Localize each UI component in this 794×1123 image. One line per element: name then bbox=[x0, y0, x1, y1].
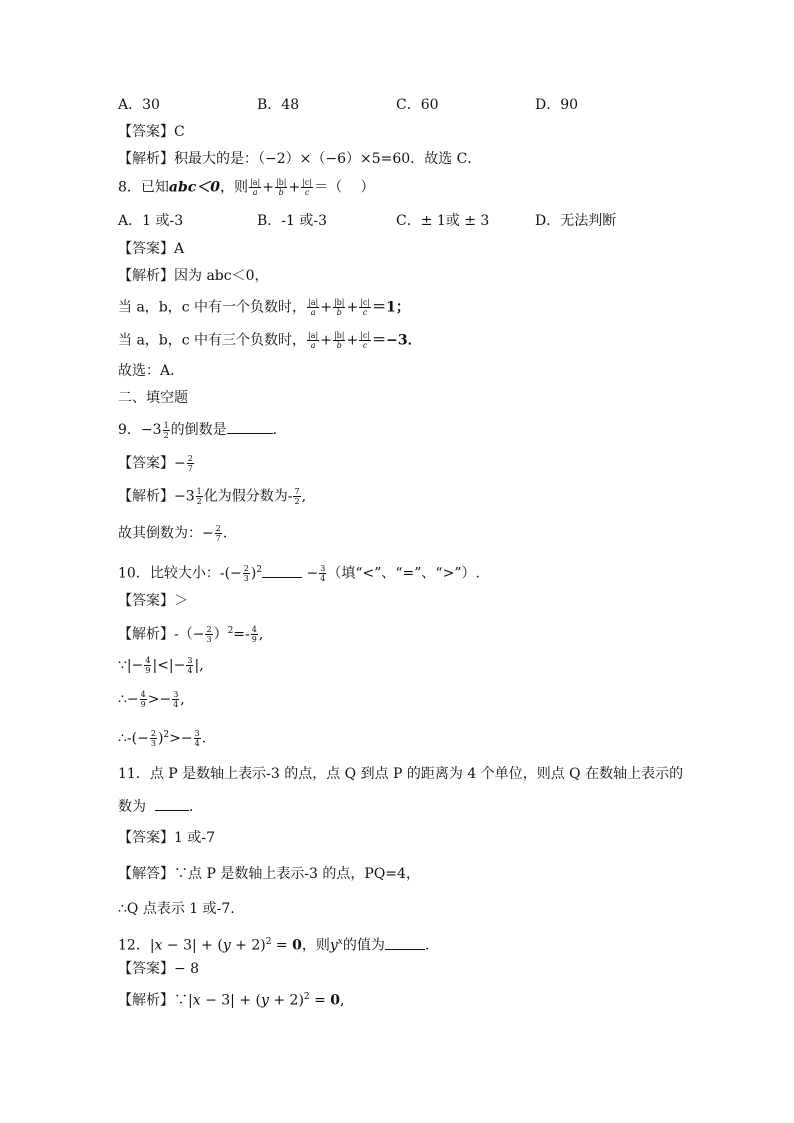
stem-text: 比较大小：- bbox=[149, 565, 225, 582]
q10-analysis-l4: ∴-(− $\frac{2}{3}$ )$^2$>− $\frac{3}{4}$ . bbox=[118, 729, 207, 749]
q8-stem: 8．已知abc＜0，则 $\frac{|a|}{a}$ + $\frac{|b|}{b}$ + $\frac{|c|}{c}$ ＝（ ） bbox=[118, 178, 375, 197]
answer-value: − 8 bbox=[174, 961, 200, 977]
fraction-three-quarters: $\frac{3}{4}$ bbox=[187, 656, 193, 675]
analysis-result: ＝1； bbox=[372, 299, 410, 316]
answer-value: C bbox=[174, 124, 185, 140]
q7-option-a: A．30 bbox=[118, 97, 160, 113]
fraction-two-sevenths: $\frac{2}{7}$ bbox=[187, 454, 193, 473]
fraction-one-half: $\frac{1}{2}$ bbox=[163, 420, 169, 440]
q10-stem: 10．比较大小：-(− $\frac{2}{3}$ )$^2$ − $\frac{3}{4}$ （填“<”、“=”、“>”）. bbox=[118, 564, 480, 584]
fraction-two-sevenths: $\frac{2}{7}$ bbox=[215, 524, 221, 543]
answer-value: A bbox=[174, 241, 185, 257]
q9-stem: 9．−3 $\frac{1}{2}$ 的倒数是 ． bbox=[118, 420, 287, 440]
q10-answer bbox=[118, 592, 188, 610]
fraction: $\frac{|c|}{c}$ bbox=[360, 331, 371, 350]
fraction-abs-a-over-a: $\frac{|a|}{a}$ bbox=[250, 178, 261, 197]
answer-value: ＞ bbox=[174, 593, 188, 609]
question-number: 9． bbox=[118, 422, 141, 438]
q12-analysis: 【解析】∵|x − $3| + (y + 2)^2 = 0$, bbox=[118, 992, 345, 1009]
q11-analysis-l1 bbox=[118, 865, 420, 883]
q7-option-b: B．48 bbox=[257, 97, 300, 113]
fraction-seven-halves: $\frac{7}{2}$ bbox=[294, 487, 300, 506]
analysis-text: ∵点 P 是数轴上表示-3 的点，PQ=4， bbox=[174, 866, 420, 882]
q7-option-d: D．90 bbox=[535, 97, 579, 113]
analysis-text: 因为 abc＜0， bbox=[174, 268, 269, 284]
analysis-text: 当 a，b，c 中有一个负数时， bbox=[118, 299, 307, 316]
q7-analysis bbox=[118, 150, 481, 168]
q8-analysis-l1 bbox=[118, 267, 269, 285]
answer-blank bbox=[262, 564, 302, 578]
question-number: 8． bbox=[118, 179, 141, 196]
answer-blank bbox=[155, 797, 189, 811]
fraction-one-half: $\frac{1}{2}$ bbox=[196, 487, 202, 506]
answer-blank bbox=[227, 420, 273, 434]
question-number: 12． bbox=[118, 937, 150, 954]
stem-text: ＝（ ） bbox=[314, 179, 375, 196]
fraction-abs-c-over-c: $\frac{|c|}{c}$ bbox=[302, 178, 313, 197]
q12-stem: 12．$|x - 3| + (y + 2)^2 = 0$，则$y^x$的值为 . bbox=[118, 937, 430, 954]
fraction: $\frac{|a|}{a}$ bbox=[308, 331, 319, 350]
fraction: $\frac{|c|}{c}$ bbox=[360, 298, 371, 317]
analysis-tag: 【解答】 bbox=[118, 866, 174, 882]
fraction: $\frac{|a|}{a}$ bbox=[308, 298, 319, 317]
section-title: 二、填空题 bbox=[118, 390, 188, 406]
q9-analysis-l2: 故其倒数为：− $\frac{2}{7}$ . bbox=[118, 524, 228, 543]
answer-tag: 【答案】 bbox=[118, 241, 174, 257]
q8-option-c: C．± 1或 ± 3 bbox=[396, 213, 490, 229]
stem-text: 的值为 bbox=[342, 937, 385, 954]
answer-tag: 【答案】 bbox=[118, 830, 174, 846]
fraction-three-quarters: $\frac{3}{4}$ bbox=[194, 729, 200, 749]
answer-value: 1 或-7 bbox=[174, 830, 215, 846]
q10-analysis-l2: ∵|− $\frac{4}{9}$ |<|− $\frac{3}{4}$ |, bbox=[118, 656, 204, 675]
stem-text: ，则 bbox=[301, 937, 330, 954]
fraction-four-ninths: $\frac{4}{9}$ bbox=[251, 625, 257, 645]
stem-text: （填“<”、“=”、“>”）. bbox=[327, 565, 480, 582]
q11-stem-l1: 11．点 P 是数轴上表示-3 的点，点 Q 到点 P 的距离为 4 个单位，则点 Q 在数轴上表示的 bbox=[118, 766, 684, 782]
stem-condition: abc＜0 bbox=[168, 179, 221, 196]
q9-answer: 【答案】− $\frac{2}{7}$ bbox=[118, 454, 193, 473]
q10-analysis-l3: ∴− $\frac{4}{9}$ >− $\frac{3}{4}$ , bbox=[118, 690, 185, 709]
q8-option-a: A．1 或-3 bbox=[118, 213, 184, 229]
fraction-four-ninths: $\frac{4}{9}$ bbox=[145, 656, 151, 675]
answer-tag: 【答案】 bbox=[118, 455, 174, 472]
analysis-result: ＝−3． bbox=[372, 332, 422, 349]
q7-answer bbox=[118, 123, 185, 141]
analysis-tag: 【解析】 bbox=[118, 488, 174, 505]
stem-text: 已知 bbox=[140, 179, 169, 196]
fraction-two-thirds: $\frac{2}{3}$ bbox=[243, 564, 249, 584]
analysis-text: 当 a，b，c 中有三个负数时， bbox=[118, 332, 307, 349]
stem-text: ，则 bbox=[220, 179, 249, 196]
q8-answer bbox=[118, 240, 184, 258]
q8-analysis-l3: 当 a，b，c 中有三个负数时， $\frac{|a|}{a}$ + $\frac{|b|}{b}$ + $\frac{|c|}{c}$ ＝−3． bbox=[118, 331, 422, 350]
analysis-tag: 【解析】 bbox=[118, 626, 174, 643]
analysis-tag: 【解析】 bbox=[118, 151, 174, 167]
answer-blank bbox=[385, 936, 425, 950]
stem-text: 的倒数是 bbox=[170, 422, 227, 438]
analysis-text: 故其倒数为： bbox=[118, 525, 202, 542]
fraction-two-thirds: $\frac{2}{3}$ bbox=[206, 625, 212, 645]
q8-analysis-l4: 故选：A． bbox=[118, 363, 185, 379]
q9-analysis-l1: 【解析】−3 $\frac{1}{2}$ 化为假分数为- $\frac{7}{2}$ , bbox=[118, 487, 307, 506]
stem-text: 数为 bbox=[118, 799, 146, 815]
analysis-text: 化为假分数为- bbox=[203, 488, 293, 505]
q7-option-c: C．60 bbox=[396, 97, 439, 113]
analysis-tag: 【解析】 bbox=[118, 992, 174, 1009]
q12-answer bbox=[118, 960, 199, 978]
q8-option-b: B．-1 或-3 bbox=[257, 213, 328, 229]
fraction-three-quarters: $\frac{3}{4}$ bbox=[320, 564, 326, 584]
fraction-three-quarters: $\frac{3}{4}$ bbox=[173, 690, 179, 709]
q8-option-d: D．无法判断 bbox=[535, 213, 617, 229]
fraction-four-ninths: $\frac{4}{9}$ bbox=[140, 690, 146, 709]
analysis-text: 积最大的是：（−2）×（−6）×5=60．故选 C． bbox=[174, 151, 482, 167]
fraction: $\frac{|b|}{b}$ bbox=[333, 298, 345, 317]
q11-answer bbox=[118, 829, 215, 847]
answer-tag: 【答案】 bbox=[118, 124, 174, 140]
q10-analysis-l1: 【解析】-（− $\frac{2}{3}$ ）$^2$=- $\frac{4}{9}$ , bbox=[118, 625, 264, 645]
question-number: 10． bbox=[118, 565, 150, 582]
answer-tag: 【答案】 bbox=[118, 961, 174, 977]
q11-analysis-l2: ∴Q 点表示 1 或-7. bbox=[118, 901, 235, 917]
fraction-two-thirds: $\frac{2}{3}$ bbox=[150, 729, 156, 749]
fraction: $\frac{|b|}{b}$ bbox=[333, 331, 345, 350]
q11-stem-l2: 数为 . bbox=[118, 799, 194, 815]
fraction-abs-b-over-b: $\frac{|b|}{b}$ bbox=[275, 178, 287, 197]
q8-analysis-l2: 当 a，b，c 中有一个负数时， $\frac{|a|}{a}$ + $\frac{|b|}{b}$ + $\frac{|c|}{c}$ ＝1； bbox=[118, 298, 410, 317]
answer-tag: 【答案】 bbox=[118, 593, 174, 609]
analysis-tag: 【解析】 bbox=[118, 268, 174, 284]
